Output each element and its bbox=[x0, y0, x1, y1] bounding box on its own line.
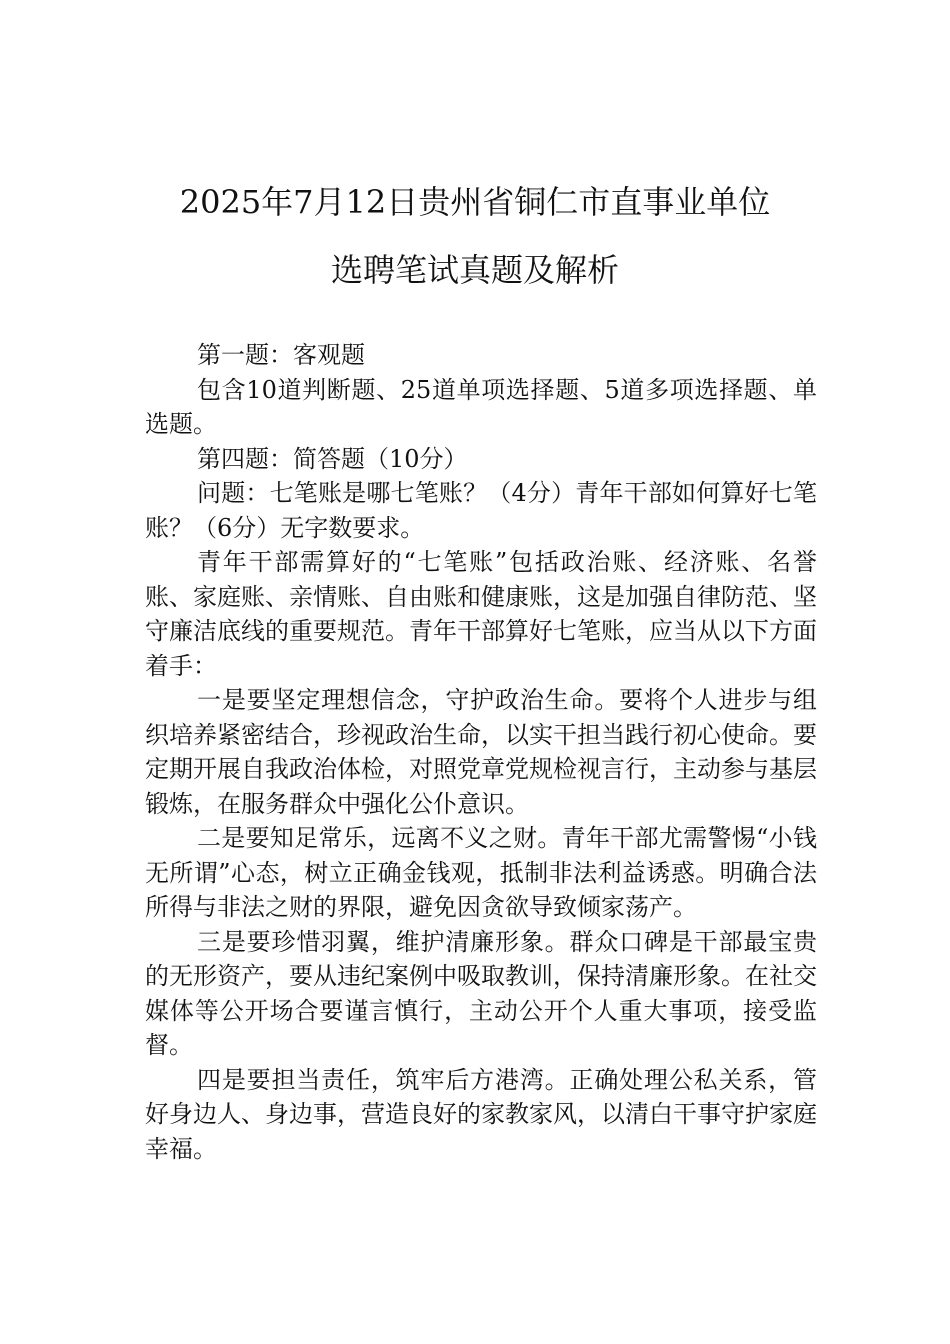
objective-description: 包含10道判断题、25道单项选择题、5道多项选择题、单选题。 bbox=[145, 375, 817, 438]
answer-point-1: 一是要坚定理想信念，守护政治生命。要将个人进步与组织培养紧密结合，珍视政治生命，以实干担当践行初心使命。要定期开展自我政治体检，对照党章党规检视言行，主动参与基层锻炼，在服务群众中强化公仆意识。 bbox=[145, 686, 817, 818]
answer-point-4: 四是要担当责任，筑牢后方港湾。正确处理公私关系，管好身边人、身边事，营造良好的家教家风，以清白干事守护家庭幸福。 bbox=[145, 1065, 817, 1163]
document-title-line-1: 2025年7月12日贵州省铜仁市直事业单位 bbox=[179, 183, 771, 221]
answer-point-3: 三是要珍惜羽翼，维护清廉形象。群众口碑是干部最宝贵的无形资产，要从违纪案例中吸取教训，保持清廉形象。在社交媒体等公开场合要谨言慎行，主动公开个人重大事项，接受监督。 bbox=[145, 927, 817, 1059]
section-heading-short-answer: 第四题：简答题（10分） bbox=[197, 444, 468, 473]
document-body bbox=[145, 338, 817, 1166]
document-title-line-2: 选聘笔试真题及解析 bbox=[330, 251, 619, 289]
question-text: 问题：七笔账是哪七笔账？（4分）青年干部如何算好七笔账？（6分）无字数要求。 bbox=[145, 479, 817, 542]
section-heading-objective: 第一题：客观题 bbox=[197, 341, 365, 369]
answer-intro: 青年干部需算好的“七笔账”包括政治账、经济账、名誉账、家庭账、亲情账、自由账和健康账，这是加强自律防范、坚守廉洁底线的重要规范。青年干部算好七笔账，应当从以下方面着手： bbox=[145, 548, 817, 680]
answer-point-2: 二是要知足常乐，远离不义之财。青年干部尤需警惕“小钱无所谓”心态，树立正确金钱观，抵制非法利益诱惑。明确合法所得与非法之财的界限，避免因贪欲导致倾家荡产。 bbox=[145, 824, 817, 921]
